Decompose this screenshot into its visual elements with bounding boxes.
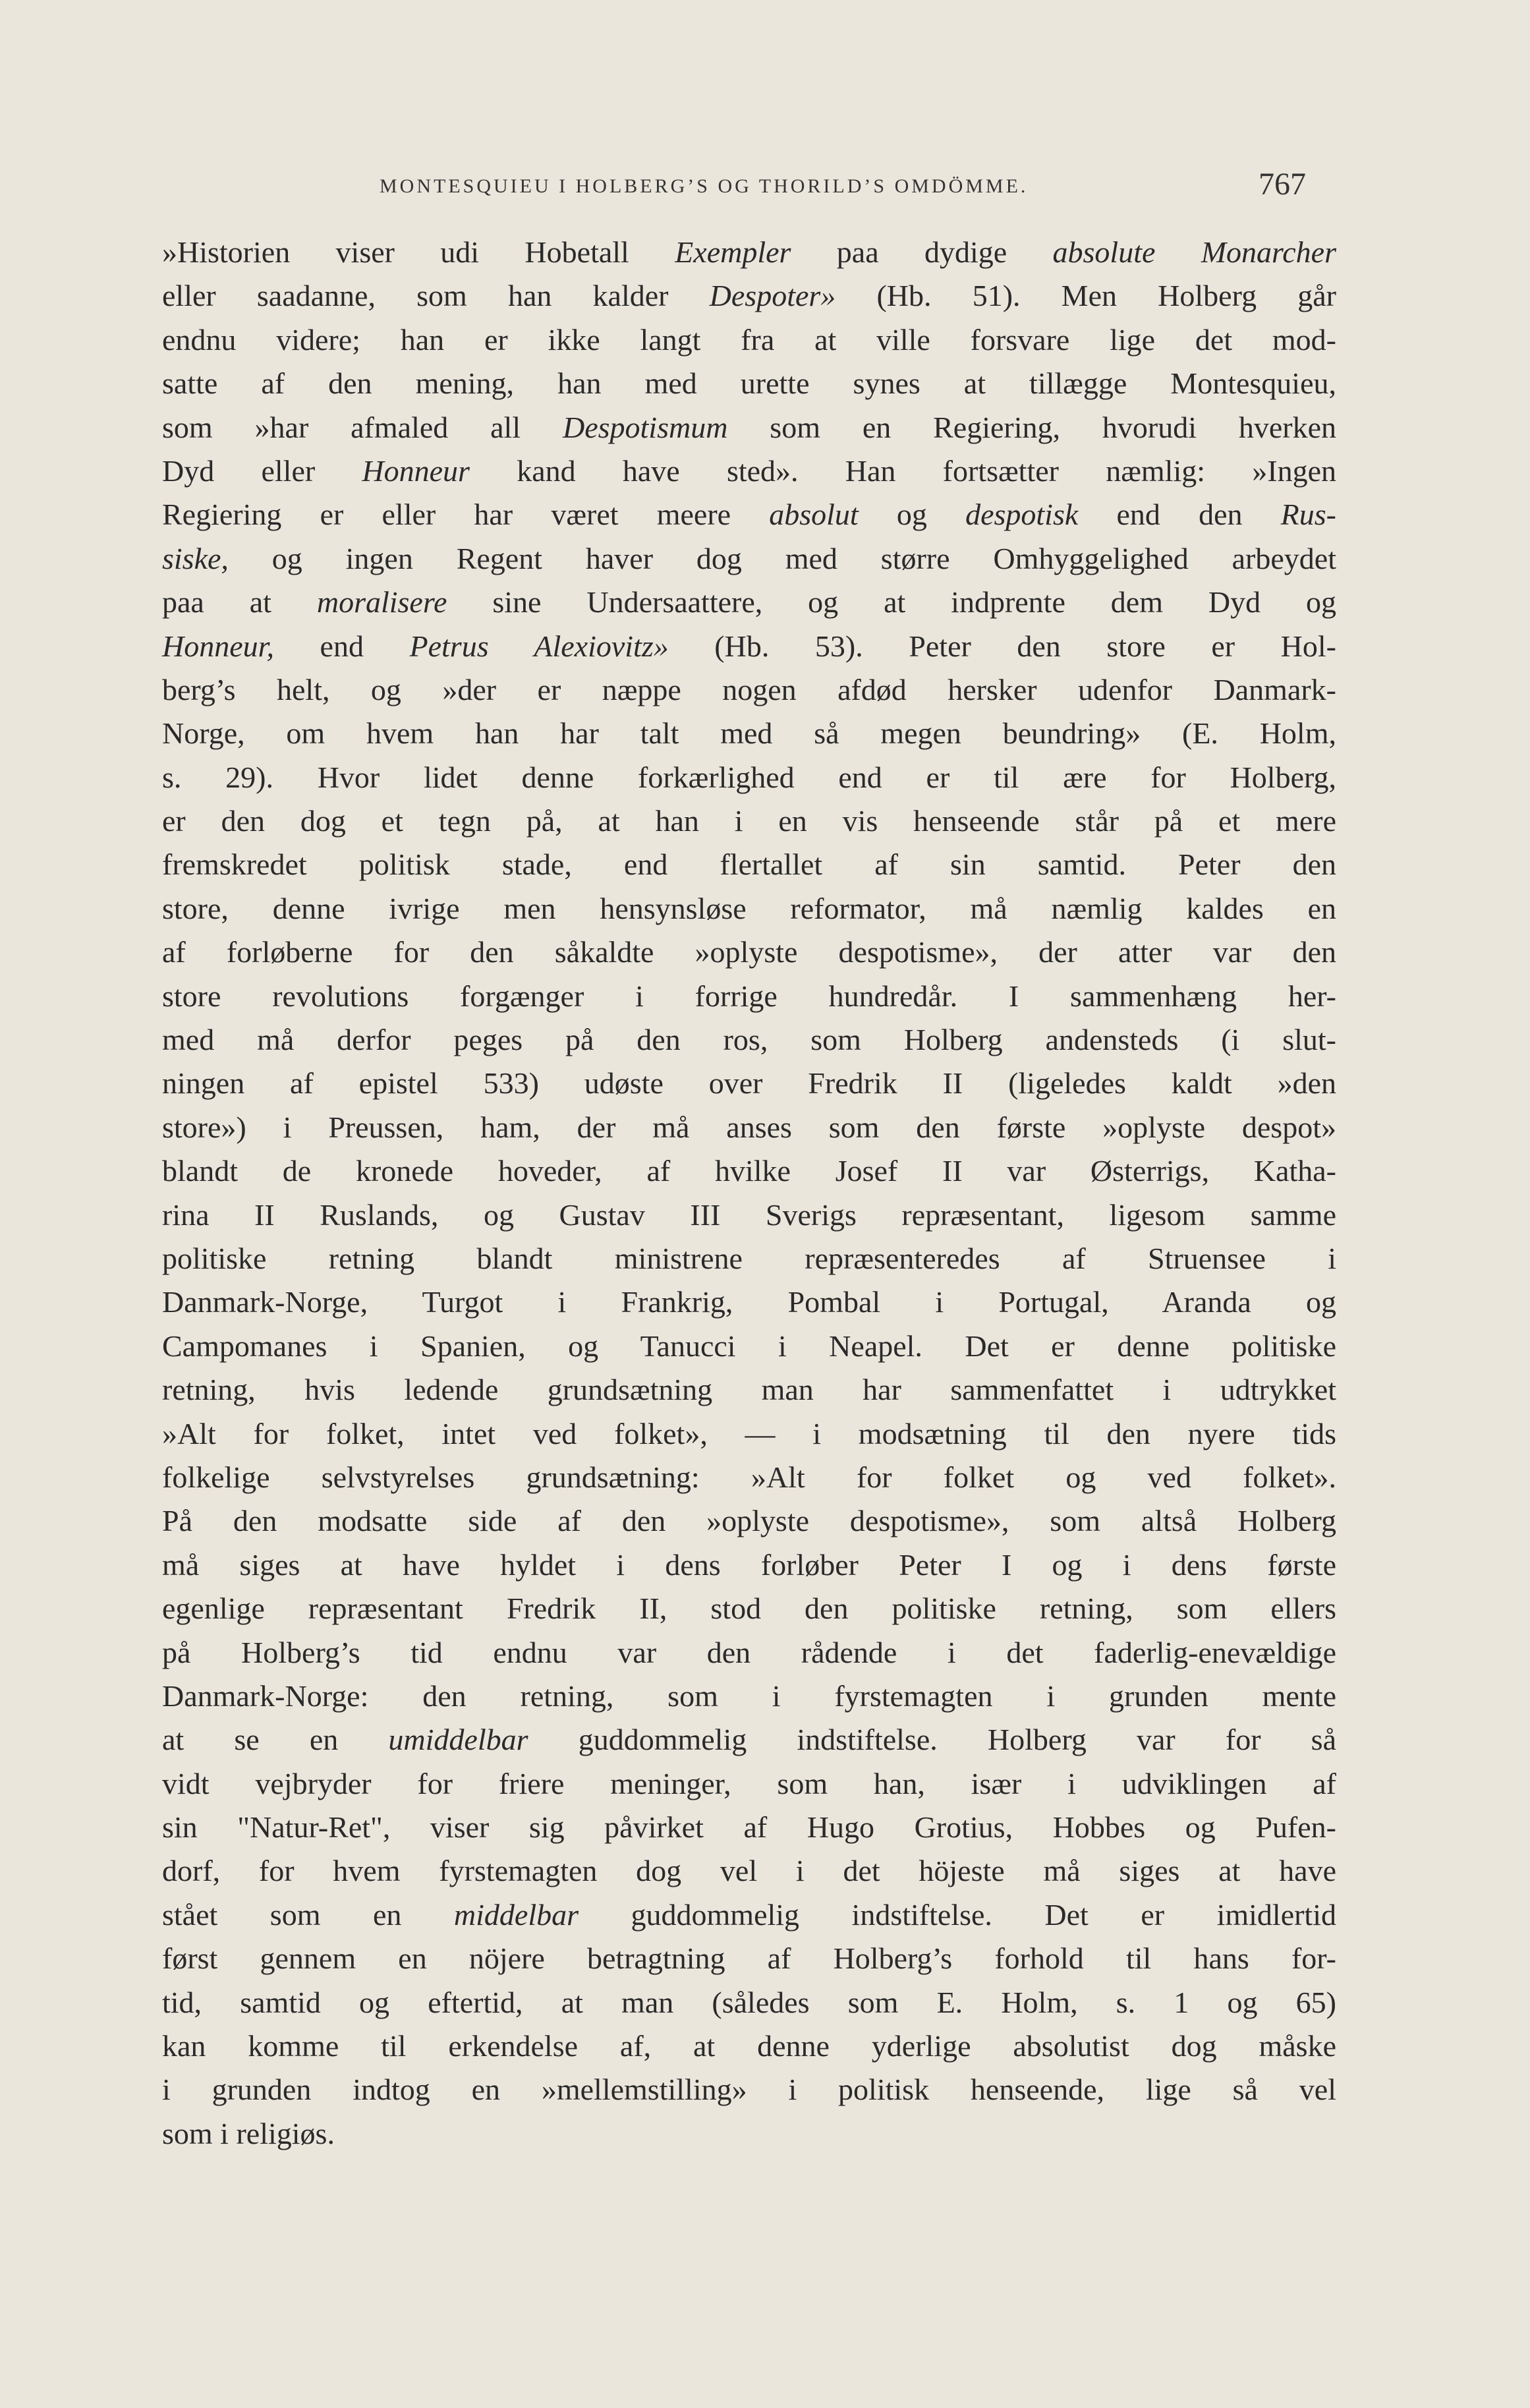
text-segment: endnu videre; han er ikke langt fra at ville forsvare lige det mod- [162,322,1336,357]
text-segment: »Historien viser udi Hobetall [162,235,675,269]
text-segment: på Holberg’s tid endnu var den rådende i det faderlig-enevældige [162,1635,1336,1669]
running-head [162,166,1306,206]
text-line [162,2024,1336,2068]
text-line [162,799,1336,843]
text-line [162,1325,1336,1368]
text-segment: eller saadanne, som han kalder [162,279,710,313]
text-segment: vidt vejbryder for friere meninger, som han, især i udviklingen af [162,1766,1336,1800]
text-line [162,406,1336,449]
text-line [162,668,1336,712]
text-line [162,2112,1336,2156]
text-line [162,931,1336,974]
text-segment: retning, hvis ledende grundsætning man har sammenfattet i udtrykket [162,1373,1336,1407]
text-segment: som »har afmaled all [162,410,563,444]
text-line [162,1893,1336,1937]
text-segment: Campomanes i Spanien, og Tanucci i Neapel. Det er denne politiske [162,1329,1336,1363]
running-title: MONTESQUIEU I HOLBERG’S OG THORILD’S OMDÖMME. [380,175,1029,197]
text-segment: berg’s helt, og »der er næppe nogen afdød hersker udenfor Danmark- [162,672,1336,706]
text-line [162,1762,1336,1806]
text-line [162,1280,1336,1324]
italic-text: Petrus Alexiovitz» [409,629,669,663]
text-segment: Norge, om hvem han har talt med så megen beundring» (E. Holm, [162,716,1336,751]
italic-text: Exempler [675,235,791,269]
text-line [162,712,1336,755]
text-segment: som i religiøs. [162,2116,335,2150]
text-line [162,231,1336,274]
italic-text: absolute Monarcher [1052,235,1336,269]
text-segment: end [273,629,410,663]
text-line [162,1718,1336,1762]
text-segment: paa dydige [791,235,1053,269]
text-segment: Danmark-Norge, Turgot i Frankrig, Pombal i Portugal, Aranda og [162,1285,1336,1319]
text-line [162,449,1336,493]
text-line [162,1412,1336,1456]
text-segment: og [858,498,966,532]
text-segment: (Hb. 51). Men Holberg går [836,279,1336,313]
text-line [162,756,1336,799]
text-segment: Danmark-Norge: den retning, som i fyrstemagten i grunden mente [162,1678,1336,1713]
text-line [162,1018,1336,1062]
text-segment: af forløberne for den såkaldte »oplyste despotisme», der atter var den [162,935,1336,969]
body-text [162,231,1336,2156]
text-line [162,625,1336,668]
italic-text: Despotismum [562,410,728,444]
text-segment: »Alt for folket, intet ved folket», — i modsætning til den nyere tids [162,1416,1336,1450]
text-segment: satte af den mening, han med urette synes at tillægge Montesquieu, [162,366,1336,401]
text-line [162,581,1336,624]
text-segment: tid, samtid og eftertid, at man (således som E. Holm, s. 1 og 65) [162,1985,1336,2019]
text-segment: kand have sted». Han fortsætter næmlig: »Ingen [469,453,1336,488]
italic-text: Rus- [1280,498,1336,532]
text-line [162,1499,1336,1543]
text-segment: først gennem en nöjere betragtning af Holberg’s forhold til hans for- [162,1941,1336,1976]
text-segment: Regiering er eller har været meere [162,498,770,532]
text-segment: blandt de kronede hoveder, af hvilke Josef II var Østerrigs, Katha- [162,1154,1336,1188]
text-segment: guddommelig indstiftelse. Holberg var for så [528,1723,1336,1757]
text-line [162,1193,1336,1237]
text-line [162,362,1336,405]
text-segment: folkelige selvstyrelses grundsætning: »Alt for folket og ved folket». [162,1460,1336,1494]
text-line [162,1149,1336,1193]
text-segment: s. 29). Hvor lidet denne forkærlighed end er til ære for Holberg, [162,760,1336,794]
text-line [162,1981,1336,2024]
text-segment: dorf, for hvem fyrstemagten dog vel i det höjeste må siges at have [162,1854,1336,1888]
text-segment: store revolutions forgænger i forrige hundredår. I sammenhæng her- [162,979,1336,1013]
text-segment: (Hb. 53). Peter den store er Hol- [668,629,1336,663]
text-segment: end den [1078,498,1281,532]
text-line [162,843,1336,886]
text-segment: og ingen Regent haver dog med større Omhyggelighed arbeydet [228,541,1336,575]
text-segment: guddommelig indstiftelse. Det er imidlertid [579,1897,1336,1932]
text-segment: sine Undersaattere, og at indprente dem Dyd og [447,585,1336,619]
text-segment: sin "Natur-Ret", viser sig påvirket af Hugo Grotius, Hobbes og Pufen- [162,1810,1336,1845]
italic-text: middelbar [453,1897,579,1932]
italic-text: Honneur [362,453,470,488]
text-segment: På den modsatte side af den »oplyste despotisme», som altså Holberg [162,1504,1336,1538]
text-segment: fremskredet politisk stade, end flertallet af sin samtid. Peter den [162,847,1336,882]
text-segment: som en Regiering, hvorudi hverken [727,410,1336,444]
text-line [162,2068,1336,2111]
text-segment: ningen af epistel 533) udøste over Fredrik II (ligeledes kaldt »den [162,1066,1336,1101]
text-segment: paa at [162,585,317,619]
text-segment: i grunden indtog en »mellemstilling» i politisk henseende, lige så vel [162,2073,1336,2107]
italic-text: Honneur, [162,629,274,663]
text-segment: at se en [162,1723,389,1757]
text-segment: store») i Preussen, ham, der må anses som den første »oplyste despot» [162,1110,1336,1144]
italic-text: Despoter» [709,279,836,313]
text-segment: Dyd eller [162,453,362,488]
text-line [162,887,1336,931]
text-line [162,1237,1336,1280]
text-segment: er den dog et tegn på, at han i en vis henseende står på et mere [162,804,1336,838]
italic-text: moralisere [316,585,447,619]
text-segment: rina II Ruslands, og Gustav III Sverigs repræsentant, ligesom samme [162,1197,1336,1232]
text-line [162,1456,1336,1499]
text-line [162,493,1336,536]
page-number: 767 [1259,167,1306,202]
italic-text: absolut [769,498,859,532]
text-segment: egenlige repræsentant Fredrik II, stod den politiske retning, som ellers [162,1591,1336,1626]
text-line [162,537,1336,581]
text-line [162,1675,1336,1718]
text-segment: må siges at have hyldet i dens forløber Peter I og i dens første [162,1547,1336,1582]
text-segment: politiske retning blandt ministrene repræsenteredes af Struensee i [162,1241,1336,1275]
text-line [162,1631,1336,1675]
text-line [162,1937,1336,1980]
text-line [162,975,1336,1018]
text-segment: kan komme til erkendelse af, at denne yderlige absolutist dog måske [162,2029,1336,2063]
text-line [162,1368,1336,1412]
text-line [162,318,1336,362]
text-line [162,1587,1336,1630]
text-line [162,1543,1336,1587]
text-line [162,274,1336,318]
text-line [162,1062,1336,1105]
italic-text: despotisk [965,498,1079,532]
italic-text: umiddelbar [388,1723,528,1757]
italic-text: siske, [162,541,229,575]
text-line [162,1806,1336,1849]
text-segment: store, denne ivrige men hensynsløse reformator, må næmlig kaldes en [162,891,1336,925]
text-segment: med må derfor peges på den ros, som Holberg andensteds (i slut- [162,1023,1336,1057]
text-line [162,1849,1336,1893]
text-segment: stået som en [162,1897,454,1932]
text-line [162,1106,1336,1149]
